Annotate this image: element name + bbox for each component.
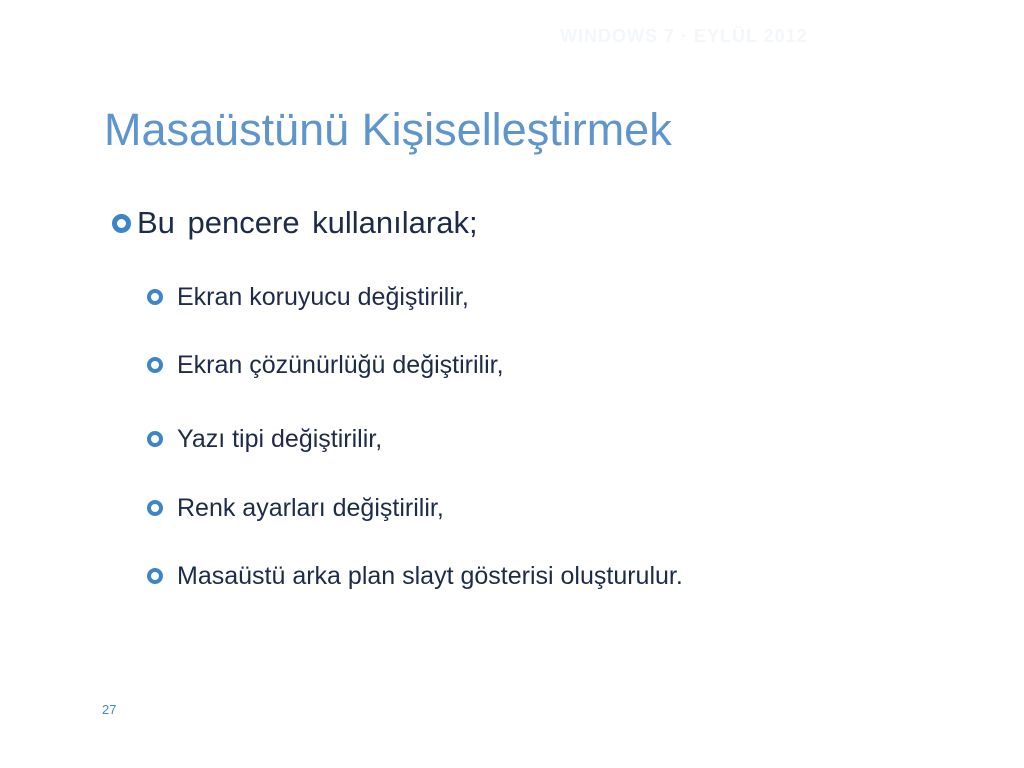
sub-bullet-text: Yazı tipi değiştirilir,: [177, 425, 383, 453]
header-watermark: WINDOWS 7 · EYLÜL 2012: [560, 26, 808, 46]
slide-title: Masaüstünü Kişiselleştirmek: [104, 104, 672, 155]
sub-bullet-item: [147, 421, 382, 457]
sub-bullet-item: [147, 490, 444, 526]
sub-bullet-text: Masaüstü arka plan slayt gösterisi oluşturulur.: [177, 562, 683, 590]
ring-bullet-icon: [147, 289, 163, 305]
main-bullet-text: Bu pencere kullanılarak;: [137, 205, 478, 240]
sub-bullet-item: [147, 347, 504, 383]
main-bullet-item: [112, 201, 478, 245]
sub-bullet-item: [147, 558, 683, 594]
ring-bullet-icon: [147, 500, 163, 516]
sub-bullet-text: Ekran koruyucu değiştirilir,: [177, 283, 469, 311]
ring-bullet-icon: [112, 214, 131, 233]
page-number: 27: [102, 702, 117, 717]
sub-bullet-text: Renk ayarları değiştirilir,: [177, 494, 444, 522]
ring-bullet-icon: [147, 431, 163, 447]
ring-bullet-icon: [147, 357, 163, 373]
ring-bullet-icon: [147, 568, 163, 584]
sub-bullet-item: [147, 279, 469, 315]
sub-bullet-text: Ekran çözünürlüğü değiştirilir,: [177, 351, 504, 379]
